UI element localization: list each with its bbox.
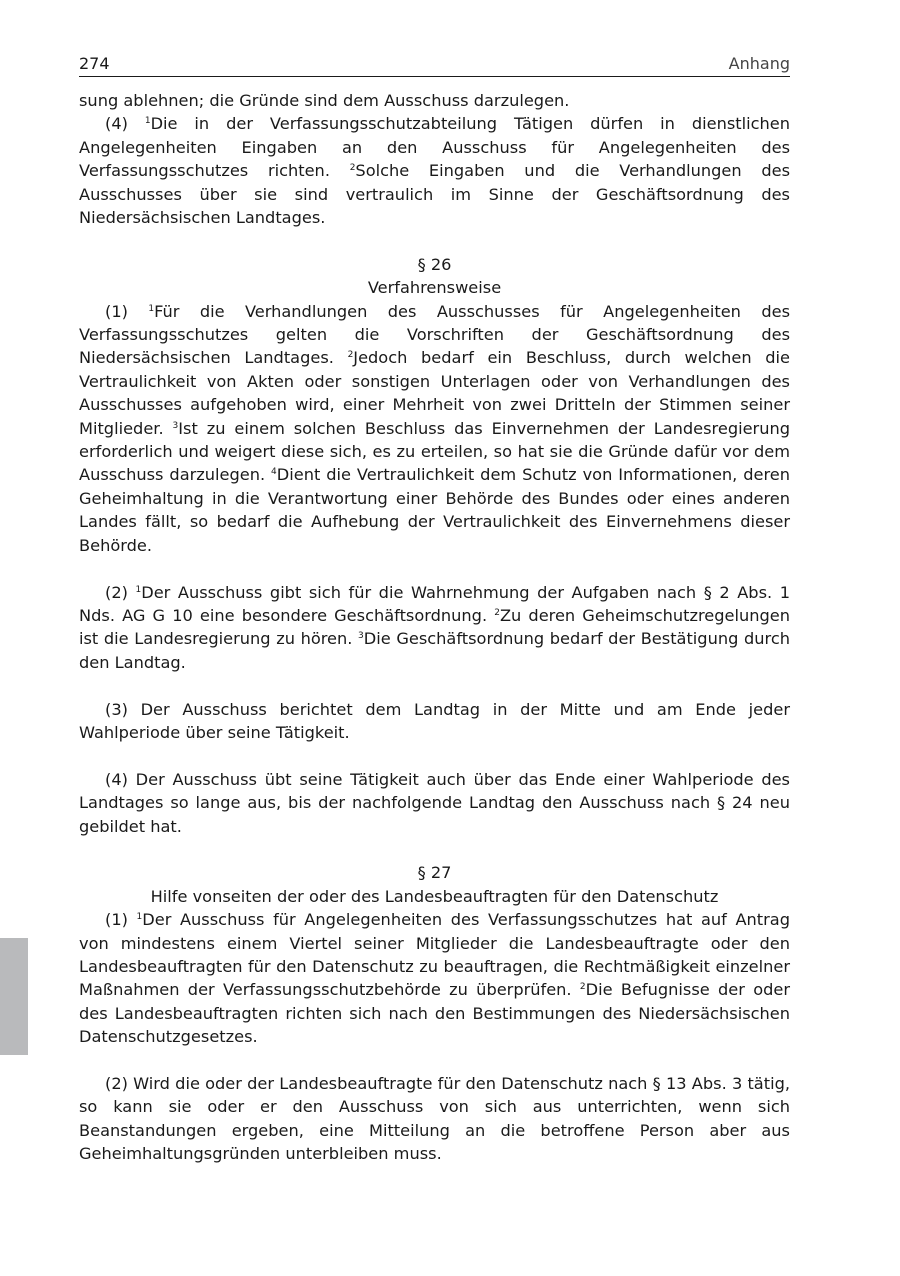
paragraph-27-1: (1) $^1$Der Ausschuss für Angelegenheiten des Verfassungsschutzes hat auf Antrag von mindestens einem Viertel seiner Mitglieder die Landesbeauftragte oder den Landesbeauftragten für den Datenschutz zu beauftragen, die Rechtmäßigkeit einzelner Maßnahmen der Verfassungsschutzbehörde zu überprüfen. $^2$Die Befugnisse der oder des Landesbeauftragten richten sich nach den Bestimmungen des Niedersächsischen Datenschutzgesetzes. bbox=[79, 910, 790, 1047]
running-header bbox=[79, 52, 790, 77]
paragraph-26-4: (4) Der Ausschuss übt seine Tätigkeit auch über das Ende einer Wahlperiode des Landtages so lange aus, bis der nachfolgende Landtag den Ausschuss nach § 24 neu gebildet hat. bbox=[79, 769, 790, 836]
paragraph-26-1: (1) $^1$Für die Verhandlungen des Ausschusses für Angelegenheiten des Verfassungsschutzes gelten die Vorschriften der Geschäftsordnung des Niedersächsischen Landtages. $^2$Jedoch bedarf ein Beschluss, durch welchen die Vertraulichkeit von Akten oder sonstigen Unterlagen oder von Verhandlungen des Ausschusses aufgehoben wird, einer Mehrheit von zwei Dritteln der Stimmen seiner Mitglieder. $^3$Ist zu einem solchen Beschluss das Einvernehmen der Landesregierung erforderlich und weigert diese sich, es zu erteilen, so hat sie die Gründe dafür vor dem Ausschuss darzulegen. $^4$Dient die Vertraulichkeit dem Schutz von Informationen, deren Geheimhaltung in die Verantwortung einer Behörde des Bundes oder eines anderen Landes fällt, so bedarf die Aufhebung der Vertraulichkeit des Einvernehmens dieser Behörde. bbox=[79, 301, 790, 555]
spacer bbox=[79, 1049, 790, 1072]
page-number: 274 bbox=[79, 54, 110, 73]
spacer bbox=[79, 229, 790, 252]
paragraph-26-2: (2) $^1$Der Ausschuss gibt sich für die Wahrnehmung der Aufgaben nach § 2 Abs. 1 Nds. AG G 10 eine besondere Geschäftsordnung. $^2$Zu deren Geheimschutzregelungen ist die Landesregierung zu hören. $^3$Die Geschäftsordnung bedarf der Bestätigung durch den Landtag. bbox=[79, 582, 791, 672]
section-27-number: § 27 bbox=[417, 863, 452, 883]
section-26-title: Verfahrensweise bbox=[367, 278, 502, 298]
running-section-title: Anhang bbox=[728, 54, 790, 73]
page-body bbox=[79, 89, 790, 1166]
section-26-number: § 26 bbox=[417, 254, 452, 274]
spacer bbox=[79, 557, 790, 580]
spacer bbox=[79, 744, 790, 767]
spacer bbox=[79, 838, 790, 861]
paragraph-27-2: (2) Wird die oder der Landesbeauftragte für den Datenschutz nach § 13 Abs. 3 tätig, so kann sie oder er den Ausschuss von sich aus unterrichten, wenn sich Beanstandungen ergeben, eine Mitteilung an die betroffene Person aber aus Geheimhaltungsgründen unterbleiben muss. bbox=[79, 1073, 790, 1164]
thumb-index-tab bbox=[0, 938, 28, 1055]
paragraph-25-4: (4) $^1$Die in der Verfassungsschutzabteilung Tätigen dürfen in dienstlichen Angelegenheiten Eingaben an den Ausschuss für Angelegenheiten des Verfassungsschutzes richten. $^2$Solche Eingaben und die Verhandlungen des Ausschusses über sie sind vertraulich im Sinne der Geschäftsordnung des Niedersächsischen Landtages. bbox=[79, 114, 791, 228]
carryover-paragraph: sung ablehnen; die Gründe sind dem Ausschuss darzulegen. bbox=[79, 91, 570, 110]
section-27-title: Hilfe vonseiten der oder des Landesbeauftragten für den Datenschutz bbox=[150, 886, 719, 906]
paragraph-26-3: (3) Der Ausschuss berichtet dem Landtag in der Mitte und am Ende jeder Wahlperiode über seine Tätigkeit. bbox=[79, 699, 790, 742]
spacer bbox=[79, 674, 790, 697]
